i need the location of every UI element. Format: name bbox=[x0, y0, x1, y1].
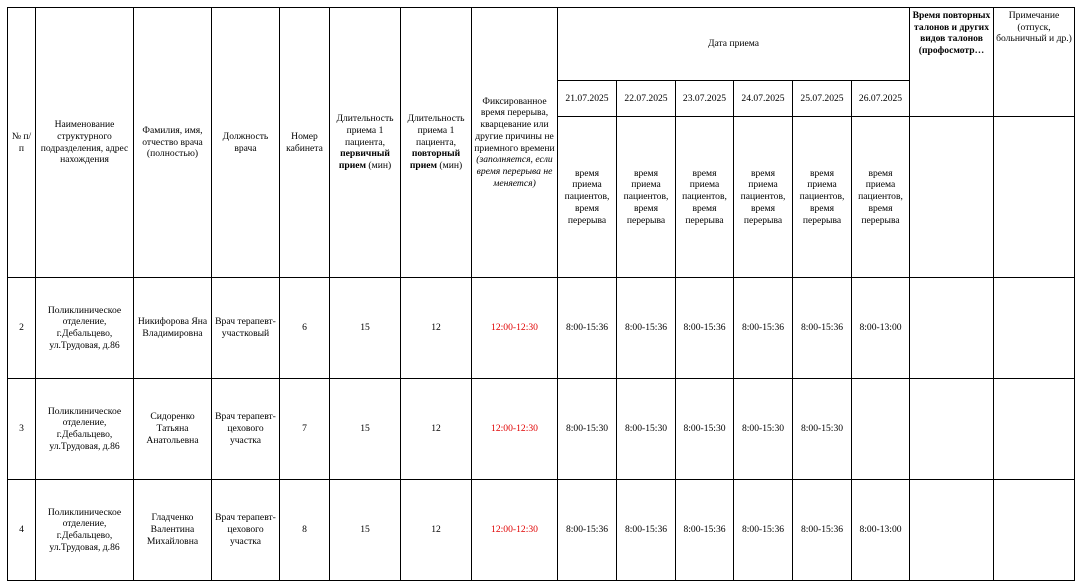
row-position: Врач терапевт-цехового участка bbox=[212, 379, 280, 480]
row-repeat-duration: 12 bbox=[401, 480, 472, 581]
date-header: 22.07.2025 bbox=[617, 81, 676, 117]
repeat-coupons-header-text: Время повторных талонов и других видов талонов (профосмотр… bbox=[912, 10, 991, 57]
row-doctor: Сидоренко Татьяна Анатольевна bbox=[134, 379, 212, 480]
row-time-cell: 8:00-13:00 bbox=[852, 278, 910, 379]
row-time-cell bbox=[852, 379, 910, 480]
table-row bbox=[8, 379, 1075, 480]
col-header-primary-duration bbox=[330, 8, 401, 278]
row-time-cell: 8:00-15:36 bbox=[617, 278, 676, 379]
col-header-position: Должность врача bbox=[212, 8, 280, 278]
row-cabinet: 7 bbox=[280, 379, 330, 480]
col-header-reception-date: Дата приема bbox=[558, 8, 910, 81]
row-time-cell: 8:00-15:30 bbox=[793, 379, 852, 480]
time-label: время приема пациентов, время перерыва bbox=[617, 117, 676, 278]
row-num: 4 bbox=[8, 480, 36, 581]
row-time-cell: 8:00-15:36 bbox=[617, 480, 676, 581]
row-time-cell: 8:00-15:36 bbox=[734, 480, 793, 581]
break-header-note: (заполняется, если время перерыва не меняется) bbox=[476, 154, 553, 189]
repeat-duration-pre: Длительность приема 1 пациента, bbox=[407, 113, 465, 148]
repeat-duration-bold: повторный прием bbox=[409, 148, 461, 172]
row-time-cell: 8:00-15:36 bbox=[558, 480, 617, 581]
col-header-doctor: Фамилия, имя, отчество врача (полностью) bbox=[134, 8, 212, 278]
row-time-cell: 8:00-15:30 bbox=[617, 379, 676, 480]
primary-duration-bold: первичный прием bbox=[338, 148, 390, 172]
row-doctor: Никифорова Яна Владимировна bbox=[134, 278, 212, 379]
row-time-cell: 8:00-15:36 bbox=[558, 278, 617, 379]
row-department: Поликлиническое отделение, г.Дебальцево, ул.Трудовая, д.86 bbox=[36, 379, 134, 480]
date-header: 25.07.2025 bbox=[793, 81, 852, 117]
row-note bbox=[994, 278, 1075, 379]
row-position: Врач терапевт-участковый bbox=[212, 278, 280, 379]
row-doctor: Гладченко Валентина Михайловна bbox=[134, 480, 212, 581]
row-break-time: 12:00-12:30 bbox=[472, 278, 558, 379]
row-num: 3 bbox=[8, 379, 36, 480]
time-label: время приема пациентов, время перерыва bbox=[852, 117, 910, 278]
row-time-cell: 8:00-15:30 bbox=[734, 379, 793, 480]
note-empty bbox=[994, 117, 1075, 278]
repeat-coupons-empty bbox=[910, 117, 994, 278]
schedule-table bbox=[7, 7, 1075, 581]
row-repeat-coupons bbox=[910, 278, 994, 379]
row-time-cell: 8:00-15:36 bbox=[676, 480, 734, 581]
col-header-repeat-coupons bbox=[910, 8, 994, 117]
row-repeat-coupons bbox=[910, 480, 994, 581]
time-label: время приема пациентов, время перерыва bbox=[734, 117, 793, 278]
row-time-cell: 8:00-15:36 bbox=[734, 278, 793, 379]
date-header: 23.07.2025 bbox=[676, 81, 734, 117]
row-note bbox=[994, 480, 1075, 581]
date-header: 24.07.2025 bbox=[734, 81, 793, 117]
repeat-duration-post: (мин) bbox=[439, 160, 463, 172]
col-header-num: № п/п bbox=[8, 8, 36, 278]
row-break-time: 12:00-12:30 bbox=[472, 480, 558, 581]
col-header-department: Наименование структурного подразделения, адрес нахождения bbox=[36, 8, 134, 278]
header-row-1 bbox=[8, 8, 1075, 81]
row-repeat-coupons bbox=[910, 379, 994, 480]
primary-duration-pre: Длительность приема 1 пациента, bbox=[336, 113, 394, 148]
row-break-time: 12:00-12:30 bbox=[472, 379, 558, 480]
primary-duration-post: (мин) bbox=[368, 160, 392, 172]
row-cabinet: 8 bbox=[280, 480, 330, 581]
date-header: 26.07.2025 bbox=[852, 81, 910, 117]
time-label: время приема пациентов, время перерыва bbox=[558, 117, 617, 278]
time-label: время приема пациентов, время перерыва bbox=[793, 117, 852, 278]
row-position: Врач терапевт-цехового участка bbox=[212, 480, 280, 581]
table-row bbox=[8, 278, 1075, 379]
col-header-break bbox=[472, 8, 558, 278]
date-header: 21.07.2025 bbox=[558, 81, 617, 117]
row-time-cell: 8:00-15:36 bbox=[793, 278, 852, 379]
row-repeat-duration: 12 bbox=[401, 278, 472, 379]
col-header-cabinet: Номер кабинета bbox=[280, 8, 330, 278]
row-note bbox=[994, 379, 1075, 480]
row-time-cell: 8:00-15:36 bbox=[793, 480, 852, 581]
row-department: Поликлиническое отделение, г.Дебальцево, ул.Трудовая, д.86 bbox=[36, 278, 134, 379]
row-num: 2 bbox=[8, 278, 36, 379]
row-time-cell: 8:00-13:00 bbox=[852, 480, 910, 581]
row-time-cell: 8:00-15:30 bbox=[676, 379, 734, 480]
row-primary-duration: 15 bbox=[330, 480, 401, 581]
row-repeat-duration: 12 bbox=[401, 379, 472, 480]
time-label: время приема пациентов, время перерыва bbox=[676, 117, 734, 278]
col-header-note: Примечание (отпуск, больничный и др.) bbox=[994, 8, 1075, 117]
row-time-cell: 8:00-15:30 bbox=[558, 379, 617, 480]
row-cabinet: 6 bbox=[280, 278, 330, 379]
row-time-cell: 8:00-15:36 bbox=[676, 278, 734, 379]
col-header-repeat-duration bbox=[401, 8, 472, 278]
row-primary-duration: 15 bbox=[330, 379, 401, 480]
table-row bbox=[8, 480, 1075, 581]
row-department: Поликлиническое отделение, г.Дебальцево, ул.Трудовая, д.86 bbox=[36, 480, 134, 581]
row-primary-duration: 15 bbox=[330, 278, 401, 379]
break-header-main: Фиксированное время перерыва, кварцевание или другие причины не приемного времени bbox=[474, 95, 555, 154]
